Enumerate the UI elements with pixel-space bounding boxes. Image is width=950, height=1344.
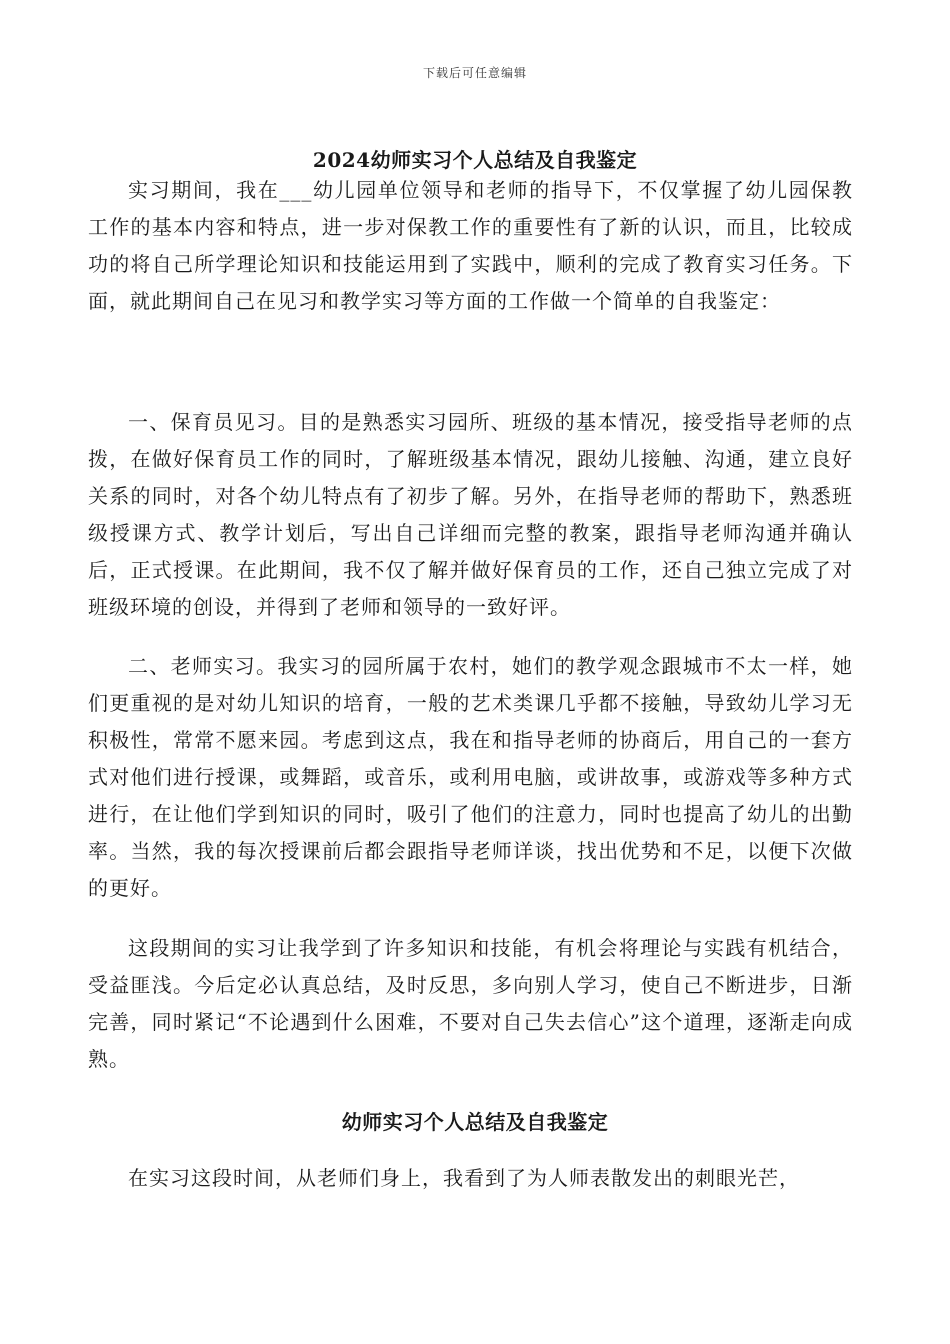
document-title: 2024幼师实习个人总结及自我鉴定: [312, 148, 638, 172]
header-note: 下载后可任意编辑: [422, 66, 527, 80]
paragraph-intro: 实习期间，我在___幼儿园单位领导和老师的指导下，不仅掌握了幼儿园保教工作的基本内容和特点，进一步对保教工作的重要性有了新的认识，而且，比较成功的将自己所学理论知识和技能运用到了实践中，顺利的完成了教育实习任务。下面，就此期间自己在见习和教学实习等方面的工作做一个简单的自我鉴定：: [88, 178, 853, 313]
paragraph-nursery-assistant: 一、保育员见习。目的是熟悉实习园所、班级的基本情况，接受指导老师的点拨，在做好保育员工作的同时，了解班级基本情况，跟幼儿接触、沟通，建立良好关系的同时，对各个幼儿特点有了初步了解。另外，在指导老师的帮助下，熟悉班级授课方式、教学计划后，写出自己详细而完整的教案，跟指导老师沟通并确认后，正式授课。在此期间，我不仅了解并做好保育员的工作，还自己独立完成了对班级环境的创设，并得到了老师和领导的一致好评。: [88, 410, 853, 619]
paragraph-teacher-internship: 二、老师实习。我实习的园所属于农村，她们的教学观念跟城市不太一样，她们更重视的是对幼儿知识的培育，一般的艺术类课几乎都不接触，导致幼儿学习无积极性，常常不愿来园。考虑到这点，我在和指导老师的协商后，用自己的一套方式对他们进行授课，或舞蹈，或音乐，或利用电脑，或讲故事，或游戏等多种方式进行，在让他们学到知识的同时，吸引了他们的注意力，同时也提高了幼儿的出勤率。当然，我的每次授课前后都会跟指导老师详谈，找出优势和不足，以便下次做的更好。: [88, 654, 853, 900]
section2-paragraph: 在实习这段时间，从老师们身上，我看到了为人师表散发出的刺眼光芒，: [128, 1166, 800, 1190]
paragraph-conclusion: 这段期间的实习让我学到了许多知识和技能，有机会将理论与实践有机结合，受益匪浅。今后定必认真总结，及时反思，多向别人学习，使自己不断进步，日渐完善，同时紧记“不论遇到什么困难，不要对自己失去信心”这个道理，逐渐走向成熟。: [88, 936, 853, 1071]
section2-title: 幼师实习个人总结及自我鉴定: [341, 1110, 609, 1134]
